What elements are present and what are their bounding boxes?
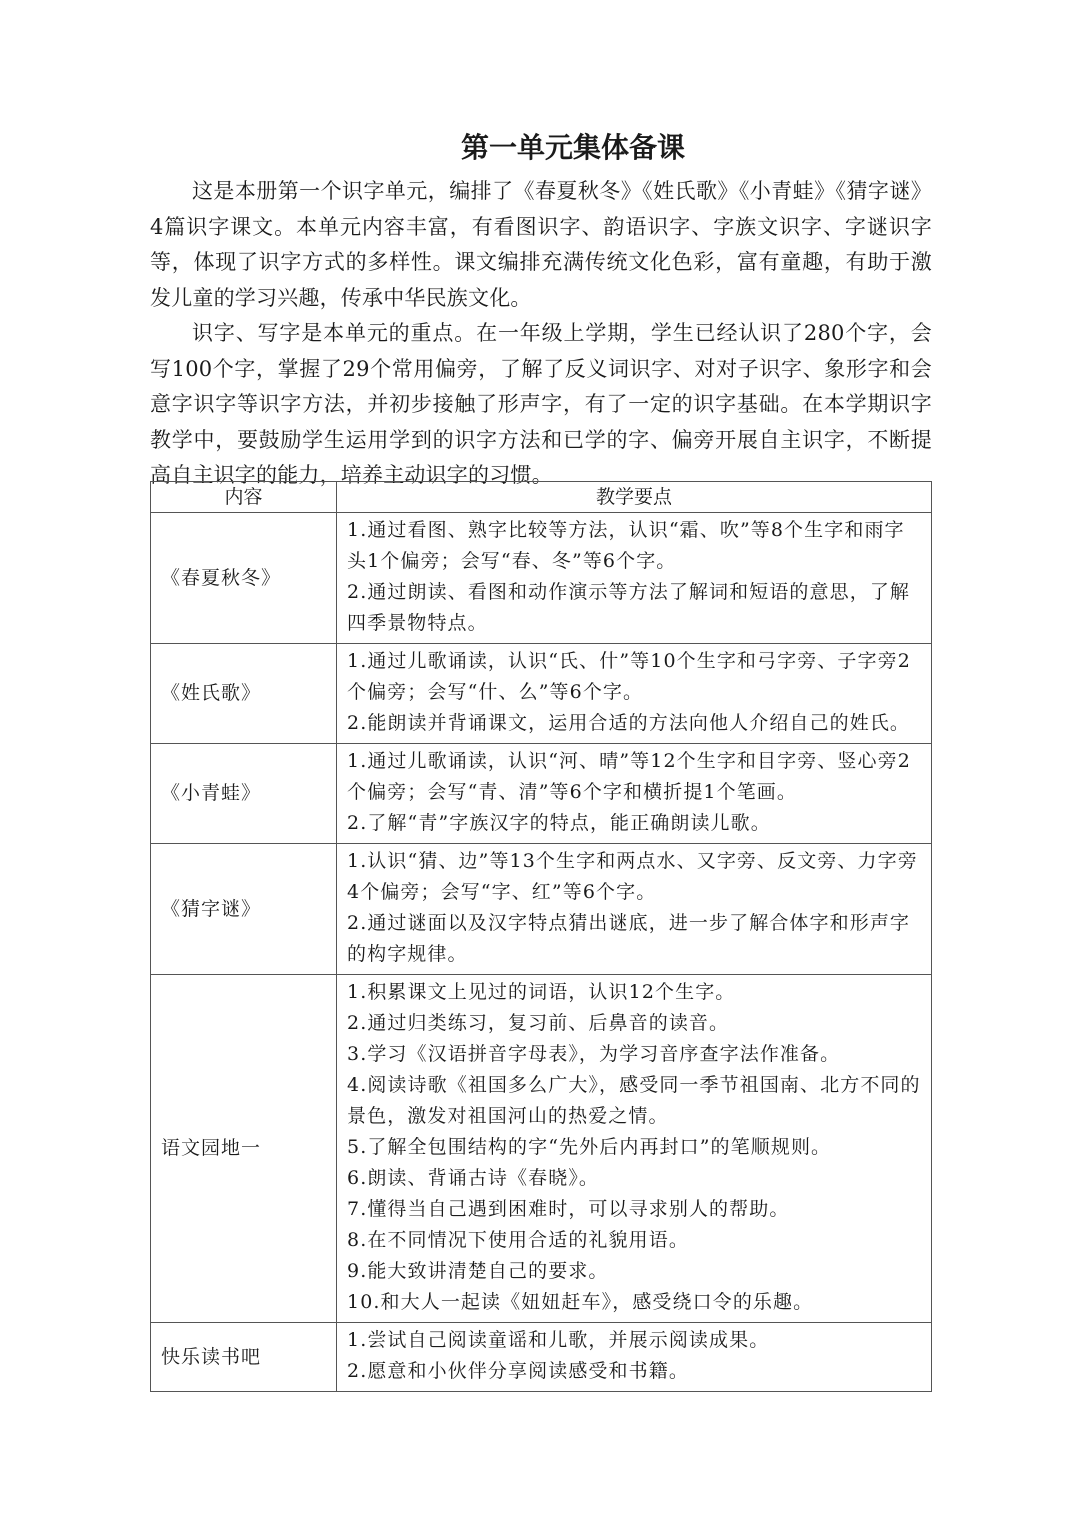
lesson-cell: 快乐读书吧 [151,1323,337,1392]
points-cell [337,513,932,644]
teaching-point: 2.了解“青”字族汉字的特点，能正确朗读儿歌。 [347,812,771,834]
table-row [151,744,932,844]
lesson-cell: 《小青蛙》 [151,744,337,844]
teaching-point: 3.学习《汉语拼音字母表》，为学习音序查字法作准备。 [347,1043,841,1065]
document-title: 第一单元集体备课 [460,131,685,164]
lesson-cell: 语文园地一 [151,975,337,1323]
table-row [151,644,932,744]
teaching-point: 4.阅读诗歌《祖国多么广大》，感受同一季节祖国南、北方不同的景色，激发对祖国河山的热爱之情。 [347,1074,921,1127]
document-page [150,128,932,1382]
table-row [151,975,932,1323]
teaching-point: 2.愿意和小伙伴分享阅读感受和书籍。 [347,1360,689,1382]
teaching-point: 2.能朗读并背诵课文，运用合适的方法向他人介绍自己的姓氏。 [347,712,911,734]
points-cell [337,1323,932,1392]
teaching-point: 10.和大人一起读《妞妞赶车》，感受绕口令的乐趣。 [347,1291,814,1313]
teaching-point: 2.通过朗读、看图和动作演示等方法了解词和短语的意思，了解四季景物特点。 [347,581,911,634]
points-cell [337,975,932,1323]
teaching-point: 7.懂得当自己遇到困难时，可以寻求别人的帮助。 [347,1198,790,1220]
header-teaching-points: 教学要点 [337,482,932,513]
table-row [151,1323,932,1392]
teaching-point: 1.通过看图、熟字比较等方法，认识“霜、吹”等8个生字和雨字头1个偏旁；会写“春、冬”等6个字。 [347,519,905,572]
teaching-point: 1.尝试自己阅读童谣和儿歌，并展示阅读成果。 [347,1329,770,1351]
table-row [151,844,932,975]
lesson-cell: 《猜字谜》 [151,844,337,975]
intro-paragraph: 这是本册第一个识字单元，编排了《春夏秋冬》《姓氏歌》《小青蛙》《猜字谜》4篇识字课文。本单元内容丰富，有看图识字、韵语识字、字族文识字、字谜识字等，体现了识字方式的多样性。课文编排充满传统文化色彩，富有童趣，有助于激发儿童的学习兴趣，传承中华民族文化。 [150,179,932,310]
lesson-cell: 《春夏秋冬》 [151,513,337,644]
table-header-row [151,482,932,513]
teaching-point: 9.能大致讲清楚自己的要求。 [347,1260,609,1282]
teaching-point: 1.通过儿歌诵读，认识“氏、什”等10个生字和弓字旁、子字旁2个偏旁；会写“什、么”等6个字。 [347,650,911,703]
teaching-point: 6.朗读、背诵古诗《春晓》。 [347,1167,600,1189]
points-cell [337,744,932,844]
teaching-point: 1.认识“猜、边”等13个生字和两点水、又字旁、反文旁、力字旁4个偏旁；会写“字、红”等6个字。 [347,850,918,903]
teaching-point: 1.通过儿歌诵读，认识“河、晴”等12个生字和目字旁、竖心旁2个偏旁；会写“青、清”等6个字和横折提1个笔画。 [347,750,911,803]
teaching-point: 2.通过谜面以及汉字特点猜出谜底，进一步了解合体字和形声字的构字规律。 [347,912,911,965]
teaching-plan-table [150,481,932,1392]
teaching-point: 5.了解全包围结构的字“先外后内再封口”的笔顺规则。 [347,1136,832,1158]
teaching-point: 1.积累课文上见过的词语，认识12个生字。 [347,981,736,1003]
header-content: 内容 [151,482,337,513]
focus-paragraph: 识字、写字是本单元的重点。在一年级上学期，学生已经认识了280个字，会写100个字，掌握了29个常用偏旁，了解了反义词识字、对对子识字、象形字和会意字识字等识字方法，并初步接触了形声字，有了一定的识字基础。在本学期识字教学中，要鼓励学生运用学到的识字方法和已学的字、偏旁开展自主识字，不断提高自主识字的能力，培养主动识字的习惯。 [150,321,932,487]
teaching-point: 8.在不同情况下使用合适的礼貌用语。 [347,1229,689,1251]
points-cell [337,644,932,744]
lesson-cell: 《姓氏歌》 [151,644,337,744]
table-row [151,513,932,644]
teaching-point: 2.通过归类练习，复习前、后鼻音的读音。 [347,1012,730,1034]
points-cell [337,844,932,975]
